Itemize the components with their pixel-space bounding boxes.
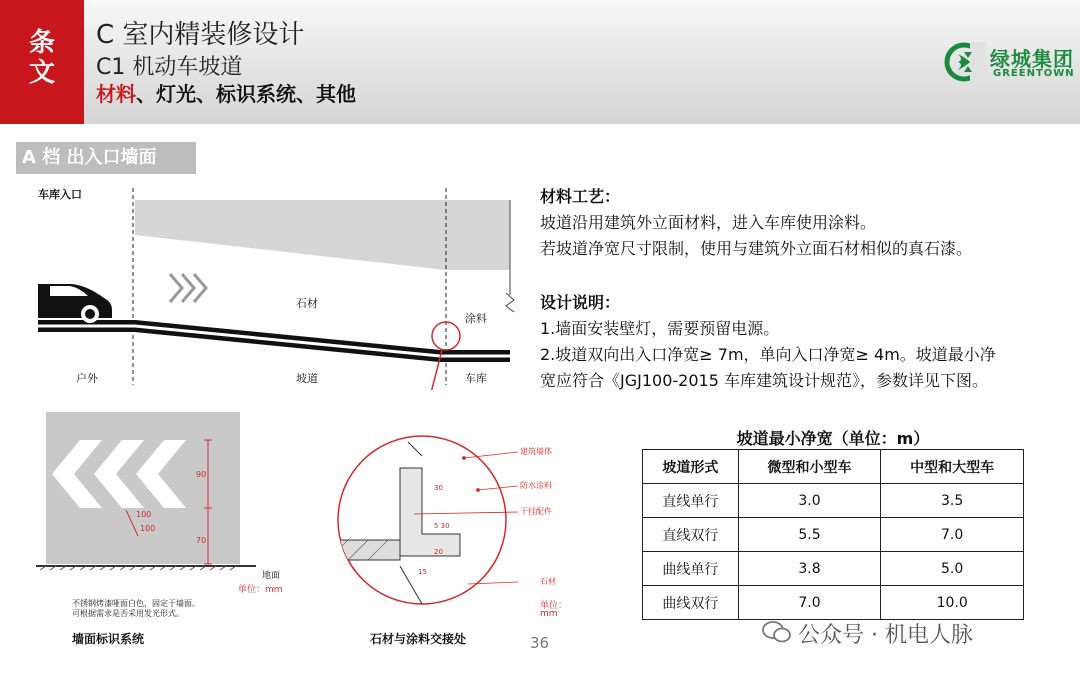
topics-line — [96, 78, 356, 107]
dim-90: 90 — [196, 470, 207, 479]
direction-chevrons-icon — [170, 274, 206, 302]
topic-highlight: 材料 — [96, 82, 136, 106]
garage-label: 车库 — [465, 372, 487, 385]
outdoor-label: 户外 — [76, 372, 98, 385]
dim-100b: 100 — [140, 524, 156, 533]
table-cell: 曲线单行 — [643, 552, 739, 586]
table-header-cell: 中型和大型车 — [881, 450, 1024, 484]
table-cell: 5.0 — [881, 552, 1024, 586]
waterproof-label: 防水涂料 — [520, 481, 552, 490]
wall-sign-drawing — [36, 410, 296, 585]
wechat-icon — [762, 620, 792, 644]
sign-unit-label: 单位：mm — [238, 585, 283, 595]
table-cell: 10.0 — [881, 586, 1024, 620]
table-cell: 3.8 — [738, 552, 881, 586]
joint-dim-d: 15 — [418, 568, 427, 576]
design-line-3: 宽应符合《JGJ100-2015 车库建筑设计规范》，参数详见下图。 — [540, 371, 988, 390]
ramp-section-diagram — [30, 180, 520, 390]
ramp-label: 坡道 — [296, 372, 318, 385]
table-cell: 3.0 — [738, 484, 881, 518]
topic-rest: 、灯光、标识系统、其他 — [136, 82, 356, 106]
wall-label: 建筑墙体 — [520, 447, 552, 456]
design-line-1: 1.墙面安装壁灯，需要预留电源。 — [540, 319, 780, 338]
dim-70: 70 — [196, 536, 207, 545]
material-heading: 材料工艺： — [540, 187, 621, 206]
ceiling-band — [135, 200, 510, 270]
joint-dim-a: 30 — [434, 484, 443, 492]
page-title: C 室内精装修设计 — [96, 20, 305, 50]
paint-label: 涂料 — [465, 312, 487, 325]
table-row — [643, 586, 1024, 620]
page-subtitle: C1 机动车坡道 — [96, 55, 243, 80]
sign-note-1: 不锈钢烤漆哑面白色，固定于墙面。 — [72, 599, 200, 608]
entrance-label: 车库入口 — [38, 188, 82, 201]
logo-text-en: GREENTOWN — [993, 68, 1075, 79]
material-line-2: 若坡道净宽尺寸限制，使用与建筑外立面石材相似的真石漆。 — [540, 239, 973, 258]
logo-text-cn: 绿城集团 — [990, 47, 1074, 71]
joint-dim-b: 5 30 — [434, 522, 450, 530]
tag-char-1: 条 — [28, 28, 55, 58]
section-tag — [0, 0, 84, 124]
table-cell: 5.5 — [738, 518, 881, 552]
page-number: 36 — [530, 634, 550, 652]
table-row — [643, 518, 1024, 552]
ramp-width-table — [642, 449, 1024, 620]
table-title: 坡道最小净宽（单位：m） — [736, 429, 930, 448]
table-cell: 直线双行 — [643, 518, 739, 552]
hanger-label: 干挂配件 — [520, 507, 552, 516]
watermark-text: 公众号 · 机电人脉 — [798, 623, 973, 648]
table-header-cell: 微型和小型车 — [738, 450, 881, 484]
car-icon — [38, 284, 112, 323]
section-label: A 档 出入口墙面 — [16, 142, 196, 174]
table-cell: 7.0 — [738, 586, 881, 620]
joint-unit-2: mm — [540, 609, 558, 619]
sign-note-2: 可根据需求是否采用发光形式。 — [72, 609, 184, 618]
table-cell: 3.5 — [881, 484, 1024, 518]
stone-label: 石材 — [296, 297, 318, 310]
sign-caption: 墙面标识系统 — [72, 632, 145, 646]
joint-unit-1: 单位： — [540, 601, 568, 611]
table-header-cell: 坡道形式 — [643, 450, 739, 484]
design-heading: 设计说明： — [540, 293, 621, 312]
design-line-2: 2.坡道双向出入口净宽≥ 7m，单向入口净宽≥ 4m。坡道最小净 — [540, 345, 996, 364]
table-header-row — [643, 450, 1024, 484]
joint-caption: 石材与涂料交接处 — [370, 632, 467, 646]
joint-dim-c: 20 — [434, 548, 443, 556]
table-row — [643, 552, 1024, 586]
ground-label: 地面 — [262, 571, 281, 581]
table-row — [643, 484, 1024, 518]
table-cell: 曲线双行 — [643, 586, 739, 620]
table-cell: 直线单行 — [643, 484, 739, 518]
dim-100a: 100 — [136, 510, 152, 519]
table-cell: 7.0 — [881, 518, 1024, 552]
material-line-1: 坡道沿用建筑外立面材料，进入车库使用涂料。 — [540, 213, 877, 232]
joint-stone-label: 石材 — [540, 577, 556, 586]
tag-char-2: 文 — [28, 58, 55, 88]
